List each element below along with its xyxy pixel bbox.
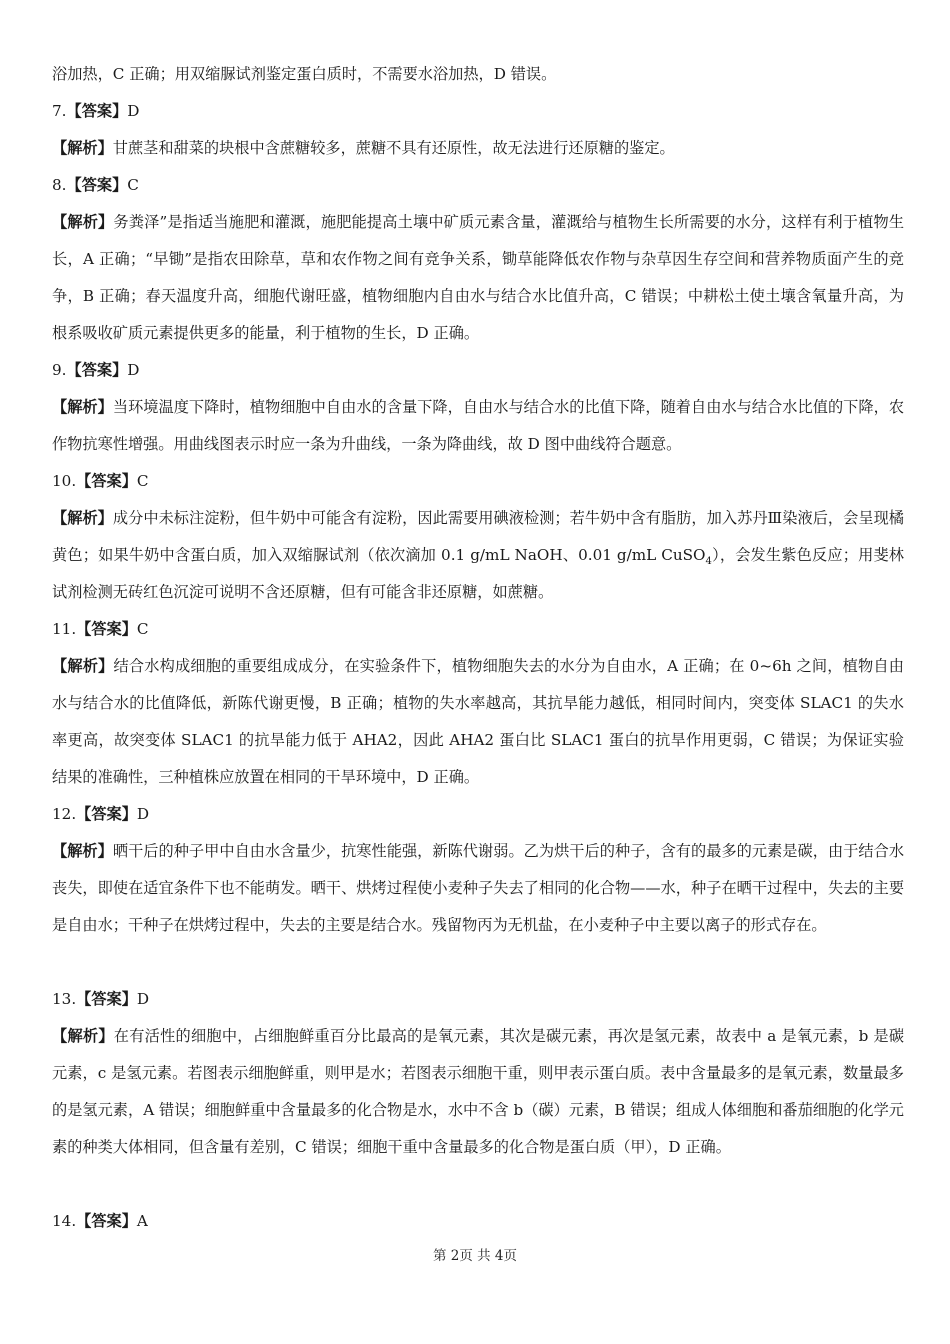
answer-line-11	[52, 611, 904, 648]
answer-line-7	[52, 93, 904, 130]
answer-tag: 【答案】	[76, 472, 137, 490]
document-content	[52, 56, 904, 1240]
answer-value: D	[127, 361, 140, 379]
question-number: 7.	[52, 102, 67, 120]
analysis-tag: 【解析】	[52, 139, 113, 157]
answer-tag: 【答案】	[66, 176, 128, 194]
answer-line-9	[52, 352, 904, 389]
question-number: 12.	[52, 805, 77, 823]
analysis-7	[52, 130, 904, 167]
analysis-tag: 【解析】	[52, 1027, 114, 1045]
answer-tag: 【答案】	[76, 805, 137, 823]
question-number: 14.	[52, 1212, 77, 1230]
analysis-text: 结合水构成细胞的重要组成成分，在实验条件下，植物细胞失去的水分为自由水，A 正确；在 0~6h 之间，植物自由水与结合水的比值降低，新陈代谢更慢，B 正确；植物的失水率越高，其抗旱能力越低，相同时间内，突变体 SLAC1 的失水率更高，故突变体 SLAC1 的抗旱能力低于 AHA2，因此 AHA2 蛋白比 SLAC1 蛋白的抗旱作用更弱，C 错误；为保证实验结果的准确性，三种植株应放置在相同的干旱环境中，D 正确。	[52, 657, 904, 786]
analysis-tag: 【解析】	[52, 657, 114, 675]
answer-tag: 【答案】	[76, 620, 137, 638]
answer-line-8	[52, 167, 904, 204]
analysis-10	[52, 500, 904, 611]
analysis-text: 务粪泽”是指适当施肥和灌溉，施肥能提高土壤中矿质元素含量，灌溉给与植物生长所需要的水分，这样有利于植物生长，A 正确；“早锄”是指农田除草，草和农作物之间有竞争关系，锄草能降低农作物与杂草因生存空间和营养物质面产生的竞争，B 正确；春天温度升高，细胞代谢旺盛，植物细胞内自由水与结合水比值升高，C 错误；中耕松土使土壤含氧量升高，为根系吸收矿质元素提供更多的能量，利于植物的生长，D 正确。	[52, 213, 905, 342]
answer-value: A	[136, 1212, 148, 1230]
analysis-tag: 【解析】	[52, 213, 114, 231]
answer-value: D	[136, 990, 150, 1008]
analysis-text: 在有活性的细胞中，占细胞鲜重百分比最高的是氧元素，其次是碳元素，再次是氢元素，故表中 a 是氧元素，b 是碳元素，c 是氢元素。若图表示细胞鲜重，则甲是水；若图表示细胞干重，则甲表示蛋白质。表中含量最多的是氧元素，数量最多的是氢元素，A 错误；细胞鲜重中含量最多的化合物是水，水中不含 b（碳）元素，B 错误；组成人体细胞和番茄细胞的化学元素的种类大体相同，但含量有差别，C 错误；细胞干重中含量最多的化合物是蛋白质（甲），D 正确。	[52, 1027, 905, 1156]
analysis-12	[52, 833, 904, 981]
answer-tag: 【答案】	[66, 361, 128, 379]
analysis-tag: 【解析】	[52, 398, 113, 416]
analysis-tag: 【解析】	[52, 509, 113, 527]
analysis-text: 甘蔗茎和甜菜的块根中含蔗糖较多，蔗糖不具有还原性，故无法进行还原糖的鉴定。	[112, 139, 675, 157]
answer-tag: 【答案】	[76, 990, 137, 1008]
analysis-text: 当环境温度下降时，植物细胞中自由水的含量下降，自由水与结合水的比值下降，随着自由水与结合水比值的下降，农作物抗寒性增强。用曲线图表示时应一条为升曲线，一条为降曲线，故 D 图中曲线符合题意。	[52, 398, 905, 453]
answer-line-10	[52, 463, 904, 500]
page-footer: 第 2页 共 4页	[432, 1248, 518, 1264]
answer-value: D	[136, 805, 150, 823]
analysis-text: 晒干后的种子甲中自由水含量少，抗寒性能强，新陈代谢弱。乙为烘干后的种子，含有的最多的元素是碳，由于结合水丧失，即使在适宜条件下也不能萌发。晒干、烘烤过程使小麦种子失去了相同的化合物——水，种子在晒干过程中，失去的主要是自由水；干种子在烘烤过程中，失去的主要是结合水。残留物丙为无机盐，在小麦种子中主要以离子的形式存在。	[52, 842, 905, 934]
answer-tag: 【答案】	[66, 102, 128, 120]
analysis-11	[52, 648, 904, 796]
intro-line: 浴加热，C 正确；用双缩脲试剂鉴定蛋白质时，不需要水浴加热，D 错误。	[52, 65, 557, 83]
question-number: 8.	[52, 176, 67, 194]
subscript: 4	[705, 556, 712, 568]
analysis-13	[52, 1018, 904, 1203]
answer-value: C	[136, 620, 149, 638]
analysis-8	[52, 204, 904, 352]
analysis-tag: 【解析】	[52, 842, 113, 860]
analysis-text: 成分中未标注淀粉，但牛奶中可能含有淀粉，因此需要用碘液检测；若牛奶中含有脂肪，加入苏丹Ⅲ染液后，会呈现橘黄色；如果牛奶中含蛋白质，加入双缩脲试剂（依次滴加 0.1 g/mL NaOH、0.01 g/mL CuSO	[52, 509, 904, 564]
answer-line-12	[52, 796, 904, 833]
question-number: 10.	[52, 472, 77, 490]
question-number: 9.	[52, 361, 67, 379]
answer-line-14	[52, 1203, 904, 1240]
answer-value: C	[136, 472, 149, 490]
question-number: 13.	[52, 990, 77, 1008]
question-number: 11.	[52, 620, 77, 638]
answer-value: C	[127, 176, 139, 194]
analysis-text-end: ），会发生紫色反应；用斐林试剂检测无砖红色沉淀可说明不含还原糖，但有可能含非还原糖，如蔗糖。	[52, 546, 904, 601]
answer-value: D	[127, 102, 140, 120]
answer-line-13	[52, 981, 904, 1018]
analysis-9	[52, 389, 904, 463]
answer-tag: 【答案】	[76, 1212, 137, 1230]
